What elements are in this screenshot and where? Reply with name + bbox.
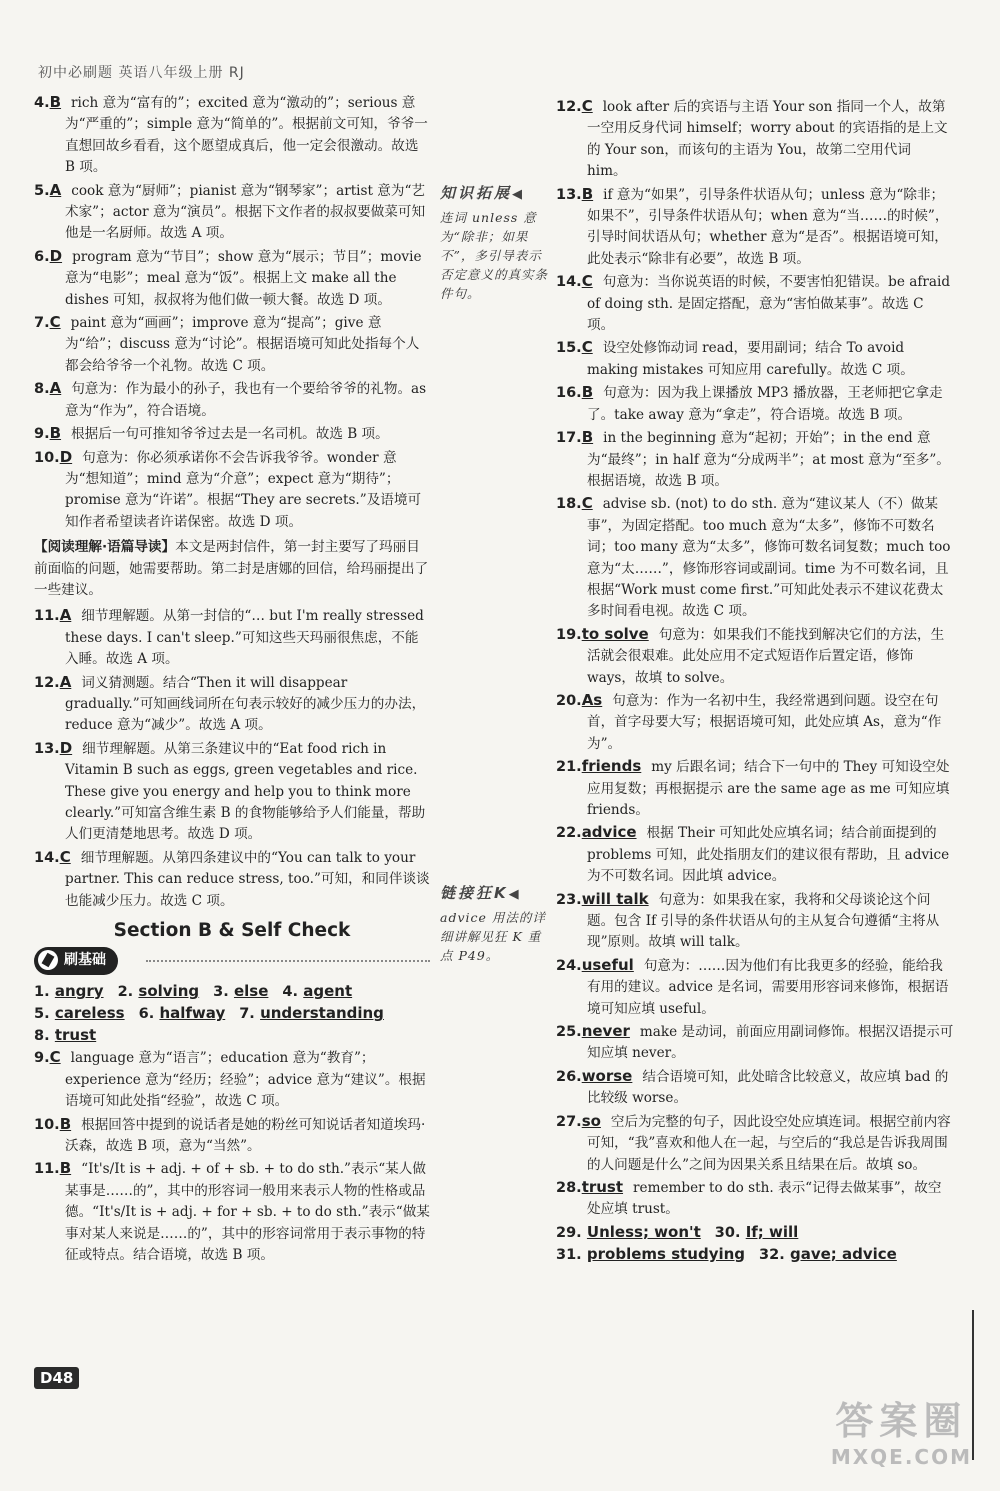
fill-row	[556, 1244, 954, 1266]
arrow-left-icon: ◀	[512, 187, 526, 202]
item-number: 6.	[34, 248, 50, 265]
item-number: 9.	[34, 426, 50, 443]
item-number: 24.	[556, 957, 582, 974]
sidenote-knowledge	[440, 184, 552, 303]
item-answer: solving	[138, 982, 200, 1001]
item-number: 15.	[556, 340, 582, 357]
item-number: 14.	[34, 849, 60, 866]
badge-row	[34, 947, 430, 975]
item-number: 19.	[556, 626, 582, 643]
item-explanation: 句意为：如果我们不能找到解决它们的方法，生活就会很艰难。此处应用不定式短语作后置定语，修饰 ways，故填 to solve。	[587, 626, 945, 686]
item-answer: useful	[581, 955, 634, 974]
item-answer: halfway	[159, 1004, 226, 1023]
sidenote-link	[440, 884, 552, 965]
item-number: 13.	[556, 186, 582, 203]
item-explanation: advise sb. (not) to do sth. 意为“建议某人（不）做某事”，为固定搭配。too much 意为“太多”，修饰不可数名词；too many 意为“太多”，修饰可数名词复数；much too 意为“太……”，修饰形容词或副词。time 为不可数名词，且根据“Work must come first.”可知此处表示不建议花费太多时间看电视。故选 C 项。	[587, 496, 951, 620]
answer-item	[34, 672, 430, 737]
item-number: 20.	[556, 692, 582, 709]
sidenote-title: 链接狂K◀	[440, 884, 522, 902]
answer-list	[556, 96, 954, 623]
right-column	[556, 96, 954, 1266]
item-number: 32.	[759, 1246, 785, 1263]
answer-item	[556, 184, 954, 271]
answer-item	[34, 423, 430, 445]
answer-item	[34, 1158, 430, 1266]
item-explanation: remember to do sth. 表示“记得去做某事”，故空处应填 trust。	[587, 1179, 942, 1218]
section-title: Section B & Self Check	[113, 920, 351, 942]
item-answer: C	[581, 97, 593, 115]
item-answer: to solve	[581, 624, 649, 643]
item-number: 27.	[556, 1113, 582, 1130]
item-number: 17.	[556, 430, 582, 447]
sidenote-text: 连词 unless 意为“除非；如果不”，多引导表示否定意义的真实条件句。	[440, 210, 549, 301]
item-number: 5.	[34, 1006, 50, 1023]
item-number: 9.	[34, 1050, 50, 1067]
left-column	[34, 92, 430, 1268]
item-answer: will talk	[581, 889, 649, 908]
fill-row	[556, 1222, 954, 1244]
item-number: 31.	[556, 1246, 582, 1263]
item-explanation: if 意为“如果”，引导条件状语从句；unless 意为“除非；如果不”，引导条件状语从句；when 意为“当……的时候”，引导时间状语从句；whether 意为“是否”。根据语境可知，此处表示“除非有必要”，故选 B 项。	[587, 186, 949, 267]
item-answer: advice	[581, 823, 637, 842]
item-number: 11.	[34, 608, 60, 625]
answer-item	[556, 382, 954, 426]
answer-item	[34, 246, 430, 311]
item-explanation: 细节理解题。从第一封信的“… but I'm really stressed these days. I can't sleep.”可知这些天玛丽很焦虑，不能入睡。故选 A 项。	[65, 608, 424, 668]
item-explanation: 句意为：因为我上课播放 MP3 播放器，王老师把它拿走了。take away 意为“拿走”，符合语境。故选 B 项。	[587, 385, 943, 423]
item-answer: problems studying	[586, 1244, 746, 1263]
item-explanation: 根据 Their 可知此处应填名词；结合前面提到的 problems 可知，此处指朋友们的建议很有帮助，且 advice 为不可数名词。因此填 advice。	[587, 825, 950, 885]
dotted-divider	[146, 960, 430, 962]
item-number: 12.	[556, 99, 582, 115]
fill-row	[34, 1003, 430, 1025]
item-explanation: 设空处修饰动词 read，要用副词；结合 To avoid making mistakes 可知应用 carefully。故选 C 项。	[587, 340, 914, 378]
item-answer: careless	[54, 1004, 125, 1023]
item-explanation: 句意为：当你说英语的时候，不要害怕犯错误。be afraid of doing sth. 是固定搭配，意为“害怕做某事”。故选 C 项。	[587, 274, 951, 334]
margin-line	[972, 1310, 974, 1460]
badge	[34, 947, 118, 974]
item-number: 12.	[34, 674, 60, 691]
answer-item	[556, 96, 954, 183]
page-header: 初中必刷题 英语八年级上册 RJ	[38, 65, 245, 81]
item-number: 6.	[138, 1006, 155, 1023]
page-number: D48	[34, 1367, 79, 1389]
item-explanation: make 是动词，前面应用副词修饰。根据汉语提示可知应填 never。	[587, 1024, 954, 1062]
item-explanation: 句意为：作为最小的孙子，我也有一个要给爷爷的礼物。as 意为“作为”，符合语境。	[65, 381, 427, 419]
answer-item	[556, 1111, 954, 1176]
item-answer: A	[49, 379, 62, 398]
answer-item	[34, 1114, 430, 1158]
answer-item	[34, 847, 430, 912]
item-number: 29.	[556, 1224, 582, 1241]
item-number: 11.	[34, 1161, 60, 1178]
item-explanation: language 意为“语言”；education 意为“教育”；experience 意为“经历；经验”；advice 意为“建议”。根据语境可知此处指“经验”，故选 C 项。	[65, 1050, 426, 1110]
item-explanation: 句意为：作为一名初中生，我经常遇到问题。设空在句首，首字母要大写；根据语境可知，此处应填 As，意为“作为”。	[587, 692, 942, 752]
badge-label: 刷基础	[64, 952, 106, 969]
item-answer: understanding	[260, 1004, 384, 1023]
item-explanation: 空后为完整的句子，因此设空处应填连词。根据空前内容可知，“我”喜欢和他人在一起，与空后的“我总是告诉我周围的人问题是什么”之间为因果关系且结果在后。故填 so。	[587, 1113, 951, 1173]
sidenote-title: 知识拓展◀	[440, 184, 526, 202]
item-number: 3.	[213, 984, 229, 1001]
item-answer: never	[581, 1022, 630, 1041]
item-answer: friends	[581, 757, 642, 776]
item-explanation: 句意为：如果我在家，我将和父母谈论这个问题。包含 If 引导的条件状语从句的主从复合句遵循“主将从现”原则。故填 will talk。	[587, 891, 940, 951]
item-answer: worse	[581, 1066, 633, 1085]
answer-item	[34, 738, 430, 846]
watermark-logo: 答案圈	[835, 1399, 968, 1443]
answer-item	[556, 1066, 954, 1110]
item-answer: C	[581, 494, 593, 513]
item-number: 13.	[34, 740, 60, 757]
item-answer: trust	[54, 1026, 97, 1045]
item-number: 4.	[34, 95, 50, 111]
answer-item	[34, 378, 430, 422]
item-explanation: program 意为“节目”；show 意为“展示；节目”；movie 意为“电影”；meal 意为“饭”。根据上文 make all the dishes 可知，叔叔将为他们做一顿大餐。故选 D 项。	[65, 248, 422, 308]
item-answer: trust	[581, 1177, 624, 1196]
item-answer: D	[59, 447, 73, 466]
answer-item	[556, 822, 954, 887]
item-explanation: my 后跟名词；结合下一句中的 They 可知设空处应用复数；再根据提示 are the same age as me 可知应填 friends。	[587, 759, 950, 818]
item-number: 25.	[556, 1024, 582, 1041]
fill-answer-block	[34, 981, 430, 1047]
item-answer: C	[49, 313, 61, 332]
item-explanation: rich 意为“富有的”；excited 意为“激动的”；serious 意为“严重的”；simple 意为“简单的”。根据前文可知，爷爷一直想回故乡看看，这个愿望成真后，他一定会很激动。故选 B 项。	[65, 95, 428, 176]
item-explanation: 细节理解题。从第四条建议中的“You can talk to your partner. This can reduce stress, too.”可知，和同伴谈谈也能减少压力。故选 C 项。	[65, 849, 430, 909]
item-answer: Unless; won't	[586, 1222, 701, 1241]
arrow-left-icon: ◀	[508, 887, 522, 902]
answer-list-2	[34, 1047, 430, 1266]
item-answer: If; will	[745, 1222, 799, 1241]
answer-item	[556, 337, 954, 381]
item-number: 23.	[556, 891, 582, 908]
item-number: 26.	[556, 1068, 582, 1085]
item-answer: B	[59, 1114, 72, 1133]
item-number: 7.	[34, 315, 50, 332]
item-answer: B	[581, 184, 594, 203]
item-explanation: 词义猜测题。结合“Then it will disappear gradually.”可知画线词所在句表示较好的减少压力的办法，reduce 意为“减少”。故选 A 项。	[65, 674, 426, 734]
item-number: 7.	[239, 1006, 255, 1023]
fill-row	[34, 1025, 430, 1047]
watermark-url: MXQE.COM	[830, 1445, 972, 1469]
item-answer: C	[49, 1048, 61, 1067]
item-answer: gave; advice	[789, 1244, 897, 1263]
item-number: 28.	[556, 1179, 582, 1196]
answer-item	[34, 1047, 430, 1112]
item-answer: C	[581, 272, 593, 291]
item-explanation: 细节理解题。从第三条建议中的“Eat food rich in Vitamin B such as eggs, green vegetables and rice. These give you energy and help you to think more clearly.”可知富含维生素 B 的食物能够给予人们能量，帮助人们更清楚地思考。故选 D 项。	[65, 740, 426, 843]
item-explanation: 句意为：……因为他们有比我更多的经验，能给我有用的建议。advice 是名词，需要用形容词来修饰，根据语境可知应填 useful。	[587, 957, 949, 1017]
reading-answer-list	[34, 605, 430, 912]
item-explanation: look after 后的宾语与主语 Your son 指同一个人，故第一空用反身代词 himself；worry about 的宾语指的是上文的 Your son，而该句的主语为 You，故第二空用代词 him。	[587, 99, 948, 180]
item-answer: else	[233, 982, 269, 1001]
item-answer: A	[59, 606, 72, 625]
answer-item	[556, 271, 954, 336]
item-explanation: cook 意为“厨师”；pianist 意为“钢琴家”；artist 意为“艺术家”；actor 意为“演员”。根据下文作者的叔叔要做菜可知他是一名厨师。故选 A 项。	[65, 182, 426, 242]
answer-item	[556, 756, 954, 821]
answer-item	[34, 92, 430, 179]
passage-text: 本文是两封信件，第一封主要写了玛丽目前面临的问题，她需要帮助。第二封是唐娜的回信，给玛丽提出了一些建议。	[34, 539, 429, 598]
item-number: 8.	[34, 1028, 50, 1045]
item-answer: A	[49, 180, 62, 199]
item-answer: agent	[303, 982, 353, 1001]
answer-item	[556, 955, 954, 1020]
item-answer: C	[59, 847, 71, 866]
passage-guide	[34, 537, 430, 601]
watermark	[831, 1390, 972, 1469]
item-number: 1.	[34, 984, 50, 1001]
item-answer: A	[59, 672, 72, 691]
item-answer: B	[581, 428, 594, 447]
item-explanation: 句意为：你必须承诺你不会告诉我爷爷。wonder 意为“想知道”；mind 意为“介意”；expect 意为“期待”；promise 意为“许诺”。根据“They are secrets.”及语境可知作者希望读者许诺保密。故选 D 项。	[65, 449, 422, 530]
answer-item	[34, 312, 430, 377]
item-explanation: “It's/It is + adj. + of + sb. + to do sth.”表示“某人做某事是……的”，其中的形容词一般用来表示人物的性格或品德。“It's/It is + adj. + for + sb. + to do sth.”表示“做某事对某人来说是……的”，其中的形容词常用于表示事物的特征或特点。结合语境，故选 B 项。	[65, 1161, 430, 1264]
item-number: 8.	[34, 381, 50, 398]
item-answer: C	[581, 338, 593, 357]
fill-answer-list	[556, 624, 954, 1221]
final-answer-rows	[556, 1222, 954, 1266]
answer-item	[34, 180, 430, 245]
answer-item	[34, 447, 430, 534]
item-number: 21.	[556, 759, 582, 776]
item-explanation: 根据后一句可推知爷爷过去是一名司机。故选 B 项。	[71, 426, 389, 443]
item-number: 5.	[34, 182, 50, 199]
item-answer: B	[49, 424, 62, 443]
item-answer: B	[59, 1159, 72, 1178]
sidenote-text: advice 用法的详细讲解见狂 K 重点 P49。	[440, 910, 546, 963]
answer-item	[556, 427, 954, 492]
item-answer: As	[581, 690, 603, 709]
item-number: 30.	[714, 1224, 741, 1241]
answer-item	[556, 624, 954, 689]
answer-item	[556, 493, 954, 622]
answer-item	[34, 605, 430, 670]
passage-tag: 【阅读理解·语篇导读】	[34, 539, 176, 556]
item-number: 4.	[282, 984, 298, 1001]
item-explanation: 根据回答中提到的说话者是她的粉丝可知说话者知道埃玛·沃森，故选 B 项，意为“当然”。	[65, 1116, 426, 1155]
item-number: 10.	[34, 1116, 60, 1133]
item-number: 14.	[556, 274, 582, 291]
item-answer: D	[59, 738, 73, 757]
item-number: 2.	[117, 984, 134, 1001]
item-number: 18.	[556, 496, 582, 513]
answer-item	[556, 889, 954, 954]
item-answer: so	[581, 1111, 601, 1130]
item-answer: B	[49, 93, 62, 111]
answer-item	[556, 1177, 954, 1221]
answer-item	[556, 1021, 954, 1065]
item-number: 22.	[556, 825, 582, 842]
item-number: 16.	[556, 385, 582, 402]
item-answer: angry	[54, 982, 104, 1001]
item-answer: D	[49, 246, 63, 265]
item-explanation: 结合语境可知，此处暗含比较意义，故应填 bad 的比较级 worse。	[587, 1068, 949, 1107]
item-answer: B	[581, 383, 594, 402]
brush-icon	[38, 950, 58, 970]
item-number: 10.	[34, 449, 60, 466]
answer-list	[34, 92, 430, 533]
fill-row	[34, 981, 430, 1003]
item-explanation: paint 意为“画画”；improve 意为“提高”；give 意为“给”；discuss 意为“讨论”。根据语境可知此处指每个人都会给爷爷一个礼物。故选 C 项。	[65, 315, 420, 374]
item-explanation: in the beginning 意为“起初；开始”；in the end 意为“最终”；in half 意为“分成两半”；at most 意为“至多”。根据语境，故选 B 项。	[587, 430, 950, 489]
answer-item	[556, 690, 954, 755]
